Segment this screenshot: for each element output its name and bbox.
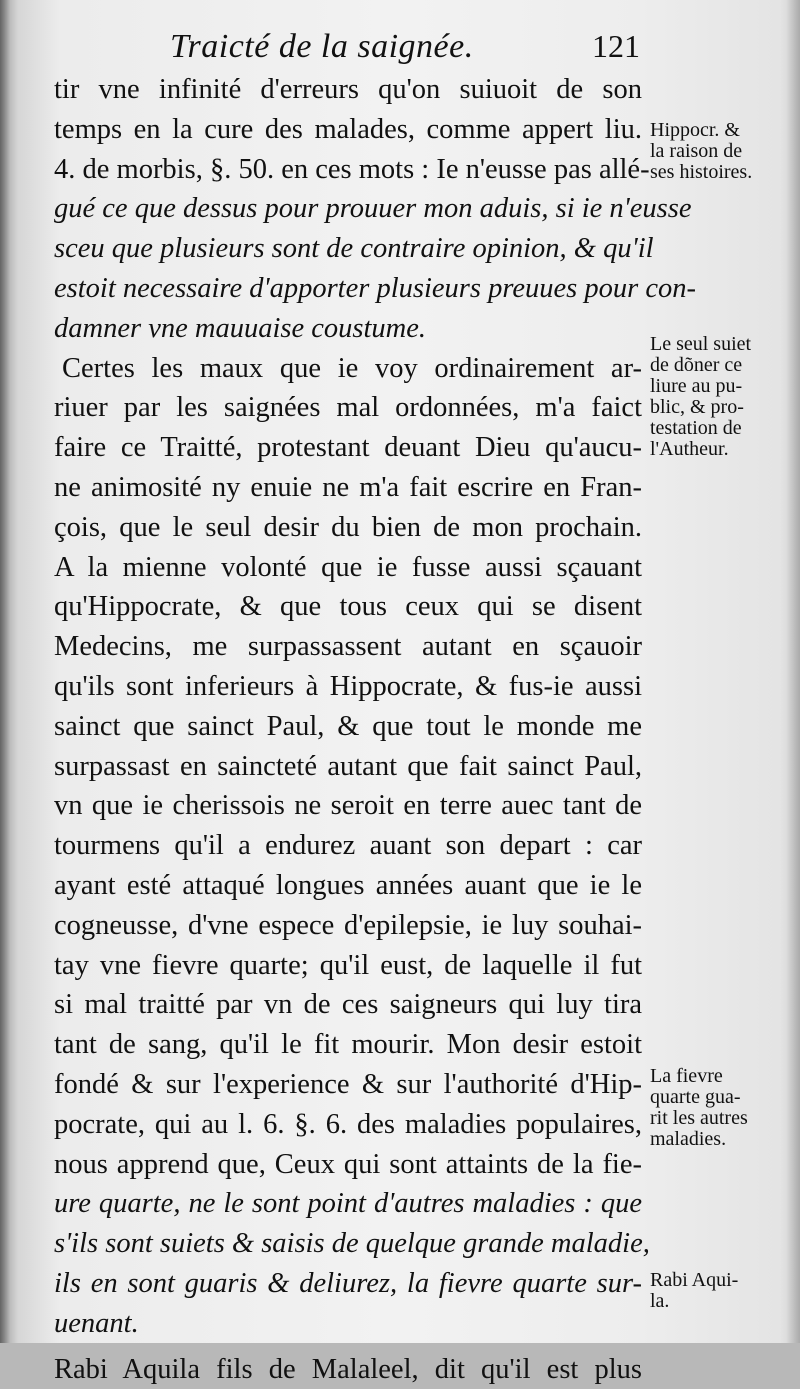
text-line: sceu que plusieurs sont de contraire opinion, & qu'il [54,229,642,269]
margin-note: La fievre quarte gua- rit les autres maladies. [650,1066,800,1150]
text-line: ure quarte, ne le sont point d'autres maladies : que [54,1184,642,1224]
text-line: faire ce Traitté, protestant deuant Dieu qu'aucu- [54,428,642,468]
text-line: ayant esté attaqué longues années auant que ie le [54,866,642,906]
text-line: çois, que le seul desir du bien de mon prochain. [54,508,642,548]
text-line: uenant. [54,1304,642,1344]
text-line: pocrate, qui au l. 6. §. 6. des maladies populaires, [54,1105,642,1145]
text-line: riuer par les saignées mal ordonnées, m'a faict [54,388,642,428]
text-line: s'ils sont suiets & saisis de quelque grande maladie, [54,1224,642,1264]
text-line: ne animosité ny enuie ne m'a fait escrire en Fran- [54,468,642,508]
text-line: 4. de morbis, §. 50. en ces mots : Ie n'eusse pas allé- [54,150,642,190]
text-line: estoit necessaire d'apporter plusieurs preuues pour con- [54,269,642,309]
running-title: Traicté de la saignée. [170,28,474,66]
text-line: gué ce que dessus pour prouuer mon aduis, si ie n'eusse [54,189,642,229]
text-line: A la mienne volonté que ie fusse aussi sçauant [54,548,642,588]
text-line: temps en la cure des malades, comme appert liu. [54,110,642,150]
text-line: tir vne infinité d'erreurs qu'on suiuoit de son [54,70,642,110]
running-header [170,28,640,66]
text-line: tant de sang, qu'il le fit mourir. Mon desir estoit [54,1025,642,1065]
body-text [54,70,642,1389]
text-line: si mal traitté par vn de ces saigneurs qui luy tira [54,985,642,1025]
text-line: damner vne mauuaise coustume. [54,309,642,349]
margin-note: Rabi Aqui- la. [650,1270,800,1312]
scan-shadow-left [0,0,10,1343]
text-line: Certes les maux que ie voy ordinairement ar- [54,349,642,389]
text-line: nous apprend que, Ceux qui sont attaints de la fie- [54,1145,642,1185]
margin-note: Hippocr. & la raison de ses histoires. [650,120,800,183]
text-line: tourmens qu'il a endurez auant son depart : car [54,826,642,866]
text-line: fondé & sur l'experience & sur l'authorité d'Hip- [54,1065,642,1105]
text-line: tay vne fievre quarte; qu'il eust, de laquelle il fut [54,946,642,986]
text-line: qu'Hippocrate, & que tous ceux qui se disent [54,587,642,627]
text-line: Medecins, me surpassassent autant en sçauoir [54,627,642,667]
text-line: surpassast en saincteté autant que fait sainct Paul, [54,747,642,787]
margin-note: Le seul suiet de dõner ce liure au pu- blic, & pro- testation de l'Autheur. [650,334,800,460]
text-line: ils en sont guaris & deliurez, la fievre quarte sur- [54,1264,642,1304]
text-line: qu'ils sont inferieurs à Hippocrate, & fus-ie aussi [54,667,642,707]
page-number: 121 [592,28,640,65]
text-line: sainct que sainct Paul, & que tout le monde me [54,707,642,747]
text-line: vn que ie cherissois ne seroit en terre auec tant de [54,786,642,826]
text-line: cogneusse, d'vne espece d'epilepsie, ie luy souhai- [54,906,642,946]
text-line: Rabi Aquila fils de Malaleel, dit qu'il est plus [54,1350,642,1389]
scan-shadow-right [786,0,800,1343]
